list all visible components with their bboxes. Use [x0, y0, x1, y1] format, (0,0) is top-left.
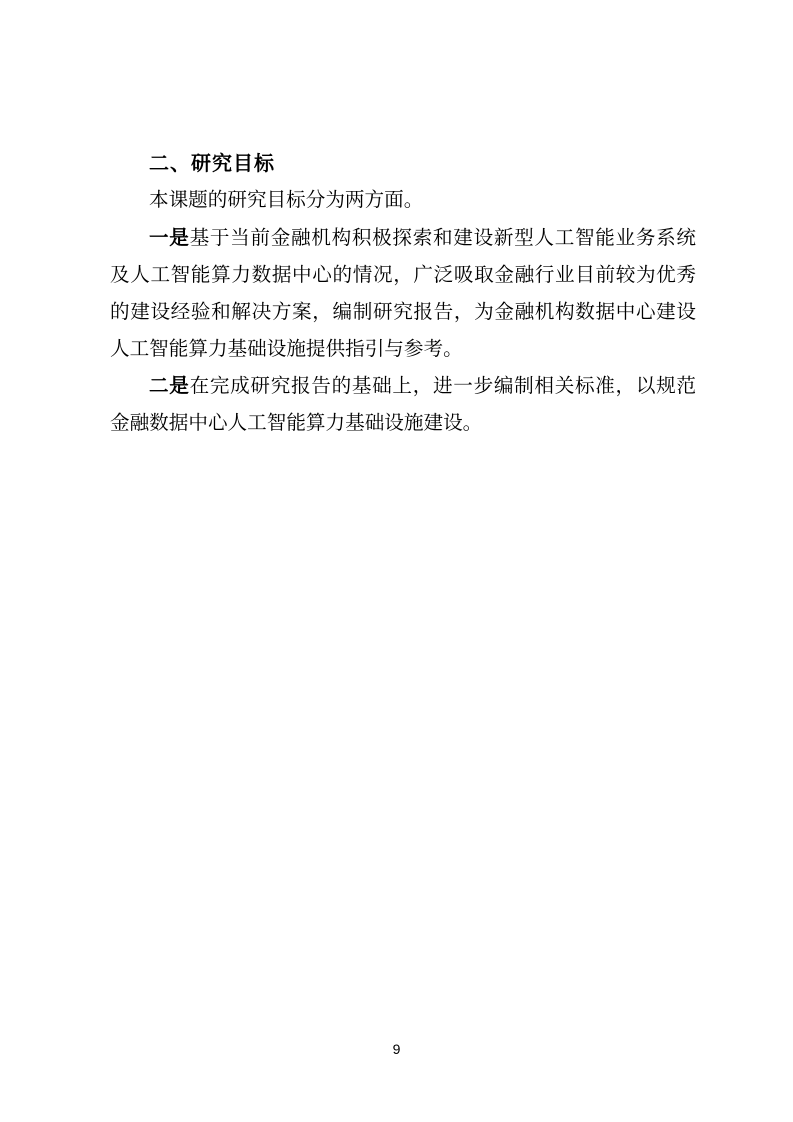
- goal-two-paragraph: [110, 367, 696, 441]
- section-heading: 二、研究目标: [149, 151, 275, 175]
- goal-two-lead: 二是: [149, 374, 190, 397]
- intro-paragraph: 本课题的研究目标分为两方面。: [149, 188, 424, 211]
- goal-one-text: 基于当前金融机构积极探索和建设新型人工智能业务系统及人工智能算力数据中心的情况，广泛吸取金融行业目前较为优秀的建设经验和解决方案，编制研究报告，为金融机构数据中心建设人工智能算力基础设施提供指引与参考。: [110, 226, 697, 360]
- goal-two-text: 在完成研究报告的基础上，进一步编制相关标准，以规范金融数据中心人工智能算力基础设施建设。: [110, 374, 697, 434]
- goal-one-paragraph: [110, 219, 696, 367]
- page-number: 9: [392, 1041, 401, 1057]
- goal-one-lead: 一是: [149, 226, 190, 249]
